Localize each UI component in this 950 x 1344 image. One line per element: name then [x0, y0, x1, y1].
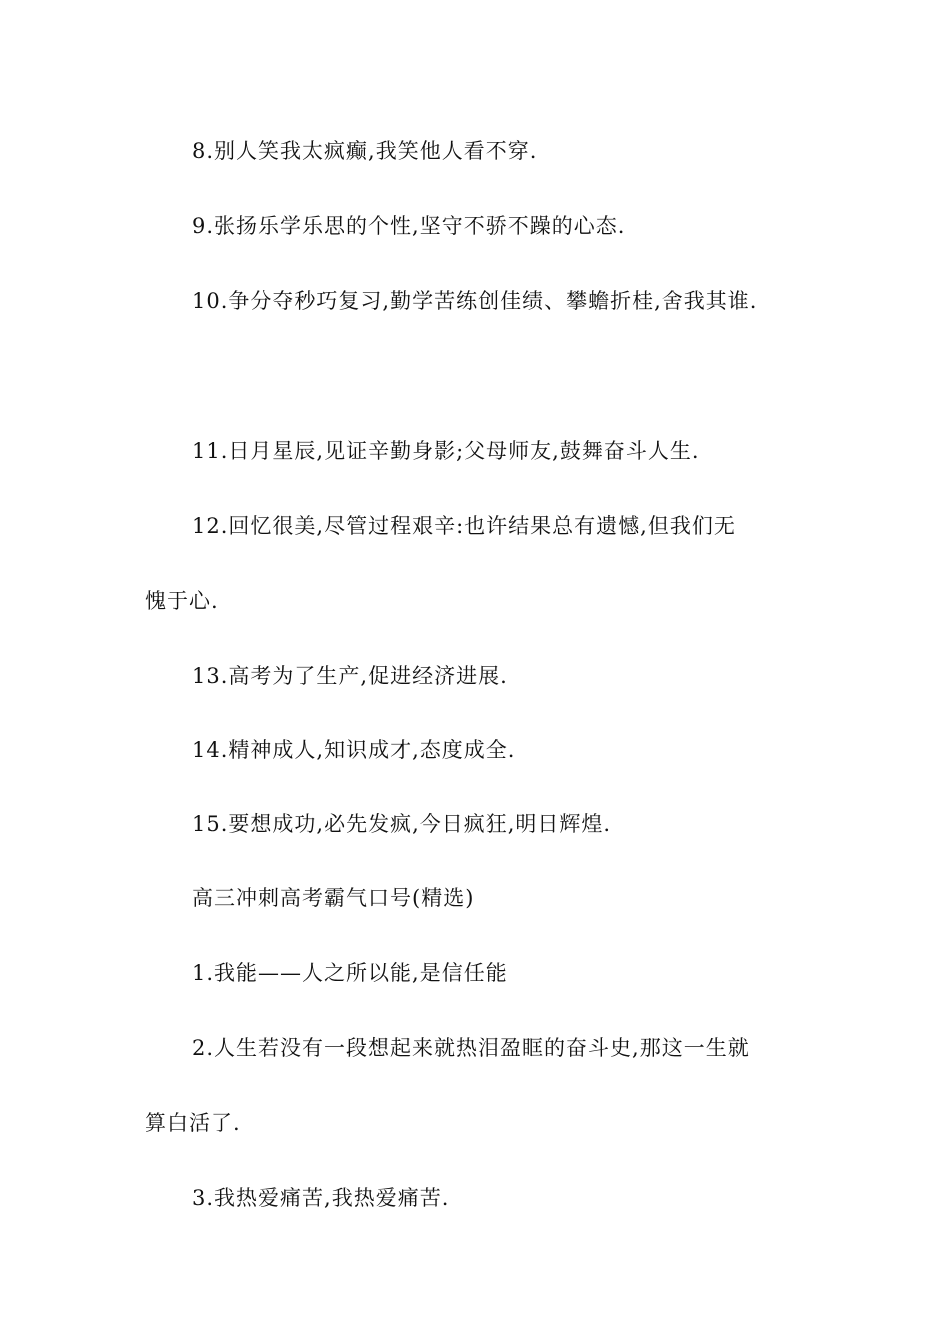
slogan-1: 1.我能——人之所以能,是信任能	[192, 961, 508, 985]
slogan-8: 8.别人笑我太疯癫,我笑他人看不穿.	[192, 139, 538, 163]
slogan-13: 13.高考为了生产,促进经济进展.	[192, 664, 508, 688]
slogan-10: 10.争分夺秒巧复习,勤学苦练创佳绩、攀蟾折桂,舍我其谁.	[192, 289, 758, 313]
slogan-14: 14.精神成人,知识成才,态度成全.	[192, 738, 516, 762]
slogan-15: 15.要想成功,必先发疯,今日疯狂,明日辉煌.	[192, 812, 612, 836]
section-heading: 高三冲刺高考霸气口号(精选)	[192, 886, 475, 910]
slogan-11: 11.日月星辰,见证辛勤身影;父母师友,鼓舞奋斗人生.	[192, 439, 700, 463]
slogan-2-continuation: 算白活了.	[145, 1111, 241, 1135]
slogan-9: 9.张扬乐学乐思的个性,坚守不骄不躁的心态.	[192, 214, 626, 238]
slogan-2: 2.人生若没有一段想起来就热泪盈眶的奋斗史,那这一生就	[192, 1036, 750, 1060]
slogan-3: 3.我热爱痛苦,我热爱痛苦.	[192, 1186, 450, 1210]
slogan-12-continuation: 愧于心.	[145, 589, 219, 613]
slogan-12: 12.回忆很美,尽管过程艰辛:也许结果总有遗憾,但我们无	[192, 514, 736, 538]
